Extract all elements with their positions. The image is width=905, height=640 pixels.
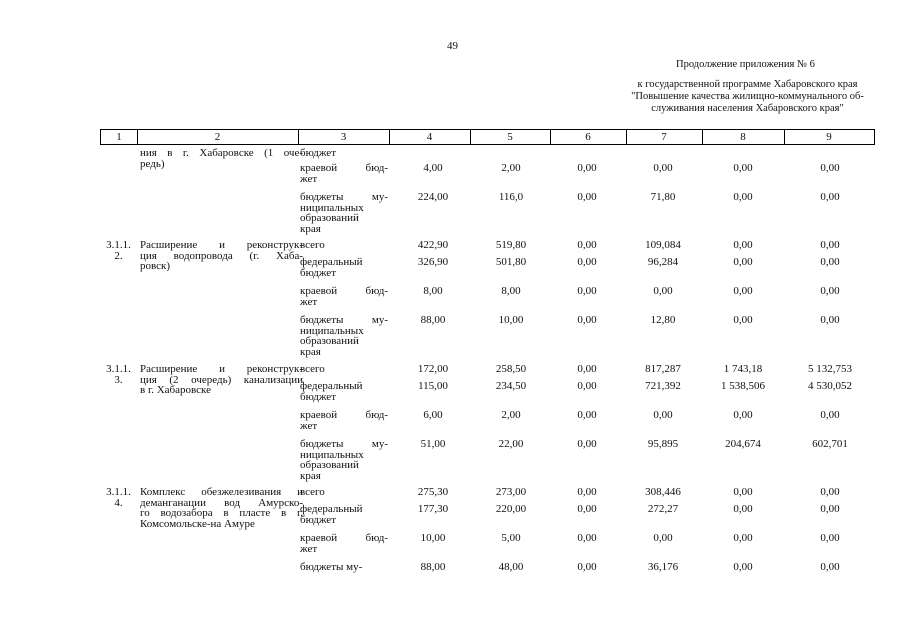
value-cell: 0,00	[820, 162, 840, 174]
value-cell: 116,0	[498, 191, 524, 203]
value-cell: 0,00	[653, 409, 673, 421]
value-cell: 0,00	[577, 532, 597, 544]
funding-source-line: ниципальных	[300, 201, 364, 214]
row-name-line: ция водопровода (г. Хаба-	[140, 249, 303, 262]
value-cell: 0,00	[820, 256, 840, 268]
value-cell: 10,00	[498, 314, 524, 326]
row-name-line: ровск)	[140, 260, 171, 272]
row-name	[140, 148, 303, 169]
column-header: 7	[661, 131, 667, 143]
value-cell: 8,00	[423, 285, 443, 297]
value-cell: 10,00	[420, 532, 446, 544]
program-reference-line: "Повышение качества жилищно-коммунального об-	[631, 91, 864, 102]
funding-source-line: бюджеты му-	[300, 191, 388, 203]
value-cell: 8,00	[501, 285, 521, 297]
row-name	[140, 364, 303, 396]
value-cell: 88,00	[420, 561, 446, 573]
funding-source-line: бюджет	[300, 147, 336, 159]
value-cell: 22,00	[498, 438, 524, 450]
value-cell: 0,00	[733, 285, 753, 297]
value-cell: 519,80	[495, 239, 527, 251]
row-name-line: Расширение и реконструк-	[140, 239, 303, 251]
funding-source	[300, 504, 388, 525]
funding-source	[300, 439, 388, 481]
value-cell: 0,00	[577, 380, 597, 392]
row-code: 3.1.1. 3.	[106, 363, 131, 386]
funding-source-line: края	[300, 222, 321, 235]
funding-source-line: бюджеты му-	[300, 561, 363, 573]
row-name-line: ция (2 очередь) канализации	[140, 373, 303, 386]
row-name-line: го водозабора в пласте в г.	[140, 507, 303, 519]
funding-source-line: федеральный	[300, 256, 363, 268]
value-cell: 0,00	[820, 239, 840, 251]
appendix-continuation: Продолжение приложения № 6	[676, 59, 815, 70]
value-cell: 6,00	[423, 409, 443, 421]
value-cell: 0,00	[653, 162, 673, 174]
value-cell: 2,00	[501, 162, 521, 174]
funding-source-line: федеральный	[300, 380, 363, 392]
funding-source	[300, 315, 388, 357]
column-header: 3	[340, 131, 347, 143]
value-cell: 48,00	[498, 561, 524, 573]
value-cell: 5,00	[501, 532, 521, 544]
value-cell: 0,00	[577, 314, 597, 326]
funding-source-line: бюджет	[300, 513, 336, 526]
funding-source-line: бюджет	[300, 390, 336, 403]
funding-source-line: бюджет	[300, 266, 336, 279]
value-cell: 275,30	[417, 486, 449, 498]
table-header	[100, 129, 875, 145]
funding-source	[300, 286, 388, 307]
funding-source-line: образований	[300, 335, 359, 347]
funding-source-line: всего	[300, 239, 325, 251]
value-cell: 501,80	[495, 256, 527, 268]
funding-source	[300, 533, 388, 554]
value-cell: 0,00	[820, 486, 840, 498]
value-cell: 0,00	[733, 256, 753, 268]
funding-source	[300, 163, 388, 184]
column-header: 2	[214, 131, 221, 143]
value-cell: 0,00	[733, 239, 753, 251]
funding-source-line: жет	[300, 419, 318, 432]
value-cell: 0,00	[733, 486, 753, 498]
row-name-line: деманганации вод Амурско-	[140, 496, 303, 509]
value-cell: 326,90	[417, 256, 449, 268]
value-cell: 0,00	[820, 409, 840, 421]
funding-source-line: всего	[300, 486, 325, 498]
program-reference	[620, 79, 875, 115]
value-cell: 0,00	[733, 503, 753, 515]
value-cell: 4,00	[423, 162, 443, 174]
value-cell: 109,084	[645, 239, 681, 251]
value-cell: 204,674	[725, 438, 761, 450]
funding-source-line: жет	[300, 295, 318, 308]
funding-source-line: бюджеты му-	[300, 314, 388, 326]
value-cell: 0,00	[820, 285, 840, 297]
value-cell: 0,00	[820, 191, 840, 203]
funding-source-line: жет	[300, 542, 318, 555]
column-header: 1	[116, 131, 122, 143]
value-cell: 0,00	[577, 191, 597, 203]
value-cell: 224,00	[417, 191, 449, 203]
page-number: 49	[447, 40, 458, 52]
value-cell: 71,80	[650, 191, 676, 203]
value-cell: 602,701	[812, 438, 848, 450]
value-cell: 1 743,18	[723, 363, 763, 375]
value-cell: 177,30	[417, 503, 449, 515]
value-cell: 172,00	[417, 363, 449, 375]
value-cell: 0,00	[733, 409, 753, 421]
value-cell: 0,00	[577, 503, 597, 515]
value-cell: 0,00	[820, 503, 840, 515]
value-cell: 0,00	[733, 314, 753, 326]
value-cell: 0,00	[577, 285, 597, 297]
value-cell: 0,00	[733, 191, 753, 203]
funding-source-line: ниципальных	[300, 324, 364, 337]
funding-source-line: краевой бюд-	[300, 409, 388, 421]
value-cell: 0,00	[577, 363, 597, 375]
funding-source	[300, 410, 388, 431]
funding-source-line: всего	[300, 363, 325, 375]
value-cell: 817,287	[645, 363, 681, 375]
value-cell: 258,50	[495, 363, 527, 375]
value-cell: 220,00	[495, 503, 527, 515]
program-reference-line: служивания населения Хабаровского края"	[651, 103, 844, 114]
funding-source	[300, 240, 388, 251]
funding-source-line: жет	[300, 172, 318, 185]
row-code: 3.1.1. 2.	[106, 239, 131, 262]
value-cell: 1 538,506	[721, 380, 765, 392]
value-cell: 88,00	[420, 314, 446, 326]
value-cell: 0,00	[653, 285, 673, 297]
funding-source-line: края	[300, 469, 321, 482]
value-cell: 95,895	[647, 438, 679, 450]
value-cell: 4 530,052	[808, 380, 852, 392]
value-cell: 721,392	[645, 380, 681, 392]
value-cell: 0,00	[733, 532, 753, 544]
value-cell: 273,00	[495, 486, 527, 498]
value-cell: 0,00	[577, 256, 597, 268]
row-name	[140, 240, 303, 272]
value-cell: 2,00	[501, 409, 521, 421]
value-cell: 0,00	[577, 239, 597, 251]
value-cell: 0,00	[577, 438, 597, 450]
funding-source	[300, 381, 388, 402]
program-reference-line: к государственной программе Хабаровского края	[637, 79, 858, 90]
column-header: 9	[826, 131, 832, 143]
value-cell: 5 132,753	[808, 363, 852, 375]
row-name	[140, 487, 303, 529]
funding-source-line: федеральный	[300, 503, 363, 515]
value-cell: 0,00	[577, 409, 597, 421]
value-cell: 36,176	[647, 561, 679, 573]
column-header: 6	[585, 131, 591, 143]
row-name-line: редь)	[140, 157, 165, 170]
value-cell: 0,00	[820, 532, 840, 544]
row-name-line: в г. Хабаровске	[140, 384, 211, 396]
row-name-line: ния в г. Хабаровске (1 оче-	[140, 147, 303, 159]
funding-source-line: бюджеты му-	[300, 438, 388, 450]
funding-source-line: ниципальных	[300, 448, 364, 461]
column-header: 8	[740, 131, 746, 143]
funding-source-line: краевой бюд-	[300, 285, 388, 297]
funding-source	[300, 148, 388, 159]
value-cell: 115,00	[418, 380, 448, 392]
value-cell: 0,00	[820, 561, 840, 573]
row-code: 3.1.1. 4.	[106, 486, 131, 509]
value-cell: 0,00	[577, 162, 597, 174]
funding-source	[300, 562, 388, 573]
row-name-line: Комплекс обезжелезивания и	[140, 486, 303, 498]
value-cell: 0,00	[820, 314, 840, 326]
value-cell: 234,50	[495, 380, 527, 392]
funding-source-line: края	[300, 345, 321, 358]
value-cell: 308,446	[645, 486, 681, 498]
funding-source	[300, 364, 388, 375]
value-cell: 422,90	[417, 239, 449, 251]
funding-source-line: образований	[300, 212, 359, 224]
value-cell: 0,00	[733, 162, 753, 174]
row-name-line: Расширение и реконструк-	[140, 363, 303, 375]
row-name-line: Комсомольске-на Амуре	[140, 517, 255, 530]
value-cell: 0,00	[577, 486, 597, 498]
value-cell: 0,00	[733, 561, 753, 573]
funding-source	[300, 192, 388, 234]
funding-source-line: образований	[300, 459, 359, 471]
funding-source	[300, 257, 388, 278]
value-cell: 96,284	[647, 256, 679, 268]
value-cell: 51,00	[420, 438, 446, 450]
value-cell: 12,80	[650, 314, 676, 326]
column-header: 5	[507, 131, 513, 143]
value-cell: 272,27	[647, 503, 679, 515]
column-header: 4	[426, 131, 433, 143]
value-cell: 0,00	[577, 561, 597, 573]
funding-source-line: краевой бюд-	[300, 162, 388, 174]
funding-source-line: краевой бюд-	[300, 532, 388, 544]
funding-source	[300, 487, 388, 498]
value-cell: 0,00	[653, 532, 673, 544]
